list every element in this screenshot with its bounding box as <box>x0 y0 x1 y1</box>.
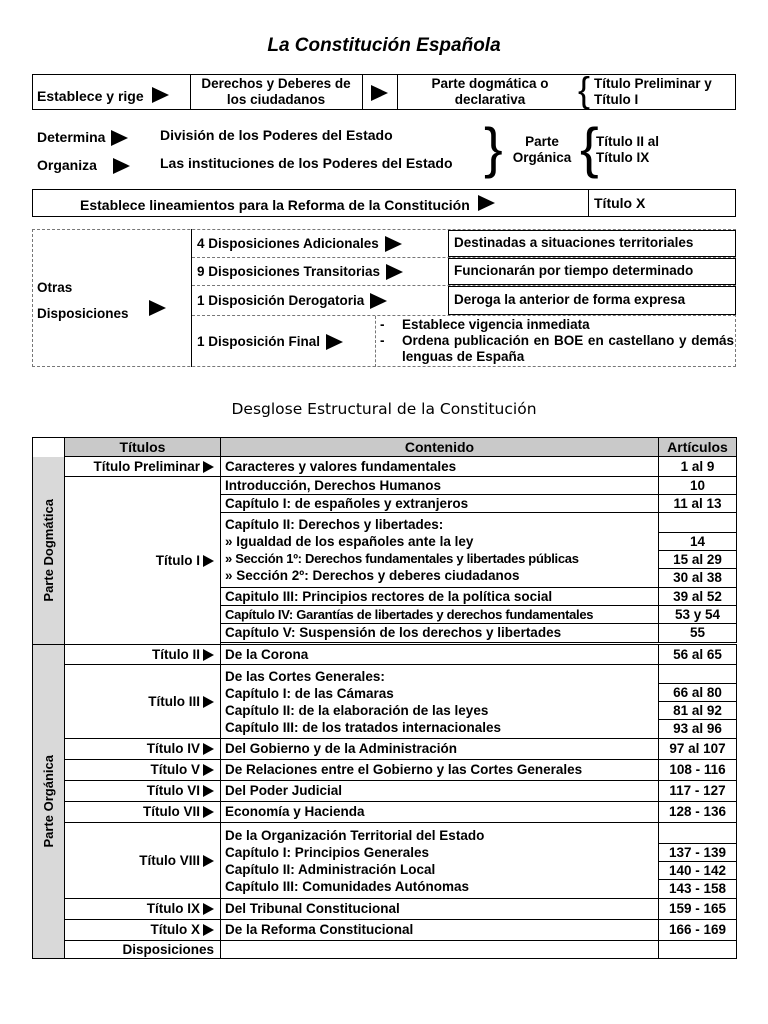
desglose-table: Títulos Contenido Artículos Parte Dogmática Título Preliminar Caracteres y valores fundamentales 1 al 9 Título I Introducción, Derechos Humanos 10 Capítulo I: de españoles y extranjeros 11 al 13 Capítulo II: Derechos y libertades: » Igualdad de los españoles ante la ley » Sección 1º: Derechos fundamentales y libertades públicas » Sección 2º: Derechos y deberes ciudadanos 14 15 al 29 30 al 38 Capitulo III: Principios rectores de la política social 39 al 52 Capítulo IV: Garantías de libertades y derechos fundamentales 53 y 54 Capítulo V: Suspensión de los derechos y libertades 55 Parte Orgánica Título II De la Corona 56 al 65 Título III De las Cortes Generales: Capítulo I: de las Cámaras Capítulo II: de la elaboración de las leyes Capítulo III: de los tratados internacionales 66 al 80 81 al 92 93 al 96 Título IV Del Gobierno y de la Administración 97 al 107 Título V De Relaciones entre el Gobierno y las Cortes Generales 108 - 116 Título VI Del Poder Judicial 117 - 127 Título VII Economía y Hacienda 128 - 136 Título VIII De la Organización Territorial del Estado Capítulo I: Principios Generales Capítulo II: Administración Local Capítulo III: Comunidades Autónomas 137 - 139 140 - 142 143 - 158 Título IX Del Tribunal Constitucional 159 - 165 Título X De la Reforma Constitucional 166 - 169 Disposiciones <box>32 437 737 959</box>
disp-transitorias: 9 Disposiciones Transitorias <box>197 264 403 280</box>
table-row: Título VIII <box>65 823 221 899</box>
otras-arrow <box>149 299 166 317</box>
page-title: La Constitución Española <box>267 35 501 56</box>
brace-left-icon: { <box>580 116 599 179</box>
table-row: Título IV <box>65 739 221 760</box>
table-subtitle: Desglose Estructural de la Constitución <box>231 400 537 418</box>
division-poderes: División de los Poderes del Estado <box>160 127 393 143</box>
disp-final: 1 Disposición Final <box>197 334 343 350</box>
reforma-text: Establece lineamientos para la Reforma de la Constitución <box>80 197 495 213</box>
disp-derogatoria-desc: Deroga la anterior de forma expresa <box>454 292 686 307</box>
table-row: Disposiciones <box>65 941 221 959</box>
organiza-label: Organiza <box>37 157 130 174</box>
row1-arrow <box>371 84 388 102</box>
table-row: Título I <box>65 477 221 645</box>
disp-final-desc-2: Ordena publicación en BOE en castellano y demás lenguas de España <box>402 333 734 364</box>
header-contenido: Contenido <box>221 438 659 457</box>
brace-icon: { <box>578 69 591 110</box>
header-articulos: Artículos <box>659 438 737 457</box>
disp-transitorias-desc: Funcionarán por tiempo determinado <box>454 263 694 278</box>
brace-right-icon: } <box>484 116 503 179</box>
side-parte-dogmatica: Parte Dogmática <box>33 457 65 645</box>
row1-titulos: Título Preliminar y Título I <box>594 76 712 107</box>
table-row: Título IX <box>65 899 221 920</box>
disp-final-desc: - Establece vigencia inmediata - Ordena publicación en BOE en castellano y demás lenguas de España <box>380 317 734 364</box>
table-row: Título II <box>65 645 221 665</box>
instituciones-poderes: Las instituciones de los Poderes del Estado <box>160 155 453 171</box>
disp-adicionales-desc: Destinadas a situaciones territoriales <box>454 235 694 250</box>
table-row: Título X <box>65 920 221 941</box>
header-titulos: Títulos <box>65 438 221 457</box>
table-row: Título VII <box>65 802 221 823</box>
row1-derechos: Derechos y Deberes de los ciudadanos <box>201 76 351 107</box>
table-row: Título VI <box>65 781 221 802</box>
table-row: Título Preliminar <box>65 457 221 477</box>
poderes-titulos: Título II al Título IX <box>596 134 659 165</box>
disp-adicionales: 4 Disposiciones Adicionales <box>197 236 402 252</box>
determina-label: Determina <box>37 129 128 146</box>
side-parte-organica: Parte Orgánica <box>33 645 65 959</box>
table-row: Título III <box>65 665 221 739</box>
table-row: Título V <box>65 760 221 781</box>
otras-label: Otras Disposiciones <box>37 280 129 321</box>
reforma-titulo: Título X <box>594 195 646 211</box>
parte-organica-label: Parte Orgánica <box>512 134 572 165</box>
row1-parte-dogmatica: Parte dogmática o declarativa <box>431 76 549 107</box>
row1-establece: Establece y rige <box>37 88 169 104</box>
disp-derogatoria: 1 Disposición Derogatoria <box>197 293 387 309</box>
